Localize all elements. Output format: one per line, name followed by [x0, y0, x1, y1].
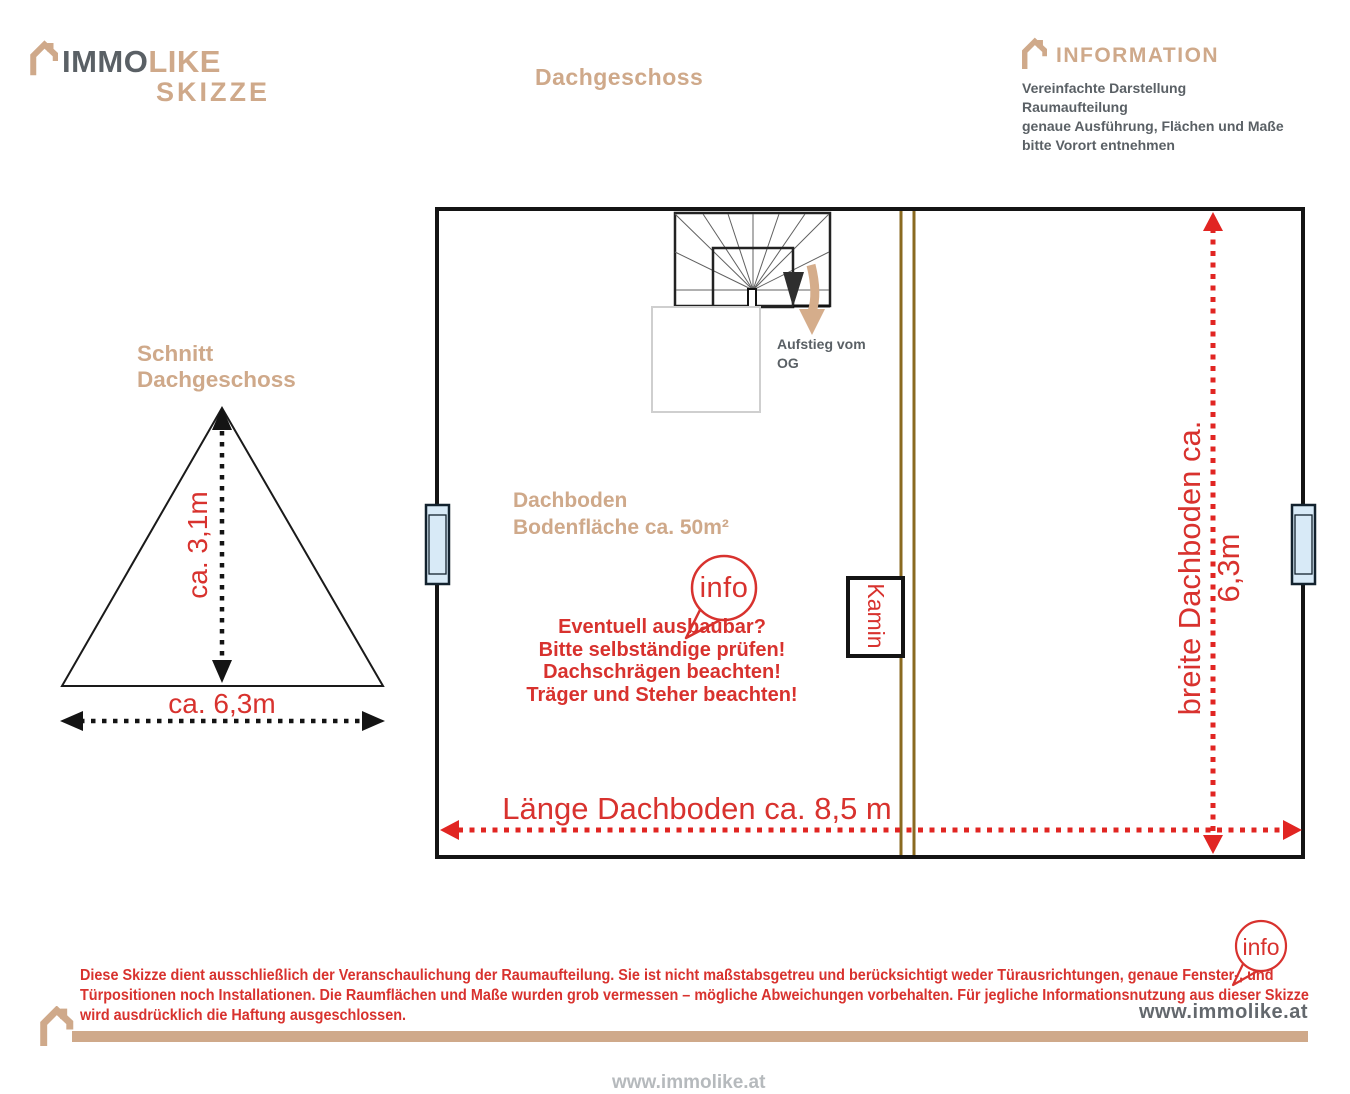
- width-label-line: breite Dachboden ca.: [1172, 420, 1207, 716]
- brand-subtitle: SKIZZE: [156, 77, 271, 107]
- disclaimer-line: wird ausdrücklich die Haftung ausgeschlossen.: [80, 1007, 407, 1024]
- footer-bar: [72, 1031, 1308, 1042]
- information-line: Vereinfachte Darstellung: [1022, 80, 1187, 96]
- information-title: INFORMATION: [1056, 44, 1220, 67]
- warning-line: Bitte selbständige prüfen!: [538, 638, 786, 661]
- window-right: [1292, 505, 1315, 584]
- hatch-opening: [652, 307, 760, 412]
- section-base-label: ca. 6,3m: [168, 688, 276, 719]
- footer-info-bubble-label: info: [1242, 934, 1280, 960]
- warning-text: [450, 616, 874, 706]
- stairs-label: [777, 335, 866, 373]
- arrow-right-head: [362, 711, 385, 731]
- page-title: Dachgeschoss: [535, 64, 704, 90]
- warning-line: Dachschrägen beachten!: [543, 661, 781, 683]
- disclaimer-line: Türpositionen noch Installationen. Die Raumflächen und Maße wurden grob vermessen – mögliche Abweichungen vorbehalten. Für jegliche Informationsnutzung aus dieser Skizze: [80, 987, 1309, 1004]
- disclaimer-line: Diese Skizze dient ausschließlich der Veranschaulichung der Raumaufteilung. Sie ist nicht maßstabsgetreu und berücksichtigt weder Türausrichtungen, genaue Fenster-, und: [80, 967, 1274, 984]
- stairs-label-line: Aufstieg vom: [777, 336, 866, 352]
- cutoff-watermark: www.immolike.at: [612, 1072, 766, 1093]
- roof-section-triangle: [60, 407, 385, 731]
- window-left: [426, 505, 449, 584]
- room-area: Bodenfläche ca. 50m²: [513, 516, 729, 539]
- arrow-left-head: [60, 711, 83, 731]
- width-dimension-label: [1170, 358, 1248, 778]
- section-title-line: Schnitt: [137, 341, 214, 366]
- information-line: genaue Ausführung, Flächen und Maße: [1022, 118, 1284, 134]
- warning-line: Träger und Steher beachten!: [526, 683, 798, 706]
- brand-immo: IMMO: [62, 44, 149, 79]
- stair-slot: [748, 289, 756, 307]
- stairs-label-line: OG: [777, 355, 799, 371]
- info-bubble-label: info: [699, 572, 749, 604]
- website-url: www.immolike.at: [1138, 1001, 1308, 1023]
- information-house-icon: [1025, 40, 1045, 69]
- warning-line: Eventuell ausbaubar?: [558, 616, 766, 638]
- section-title-line: Dachgeschoss: [137, 367, 296, 392]
- information-line: bitte Vorort entnehmen: [1022, 137, 1175, 153]
- width-label-line: 6,3m: [1211, 533, 1246, 603]
- room-name: Dachboden: [513, 489, 628, 512]
- length-dimension-label: Länge Dachboden ca. 8,5 m: [502, 791, 892, 826]
- footer-house-icon: [44, 1009, 70, 1046]
- chimney-label: Kamin: [863, 583, 889, 649]
- brand-logo-text: [62, 44, 221, 80]
- section-view-title: [137, 341, 296, 393]
- brand-like: LIKE: [148, 44, 221, 79]
- information-text: [1022, 79, 1284, 155]
- information-line: Raumaufteilung: [1022, 99, 1128, 115]
- section-height-label: ca. 3,1m: [182, 491, 213, 599]
- room-label: [513, 487, 729, 541]
- logo-house-icon: [33, 43, 56, 75]
